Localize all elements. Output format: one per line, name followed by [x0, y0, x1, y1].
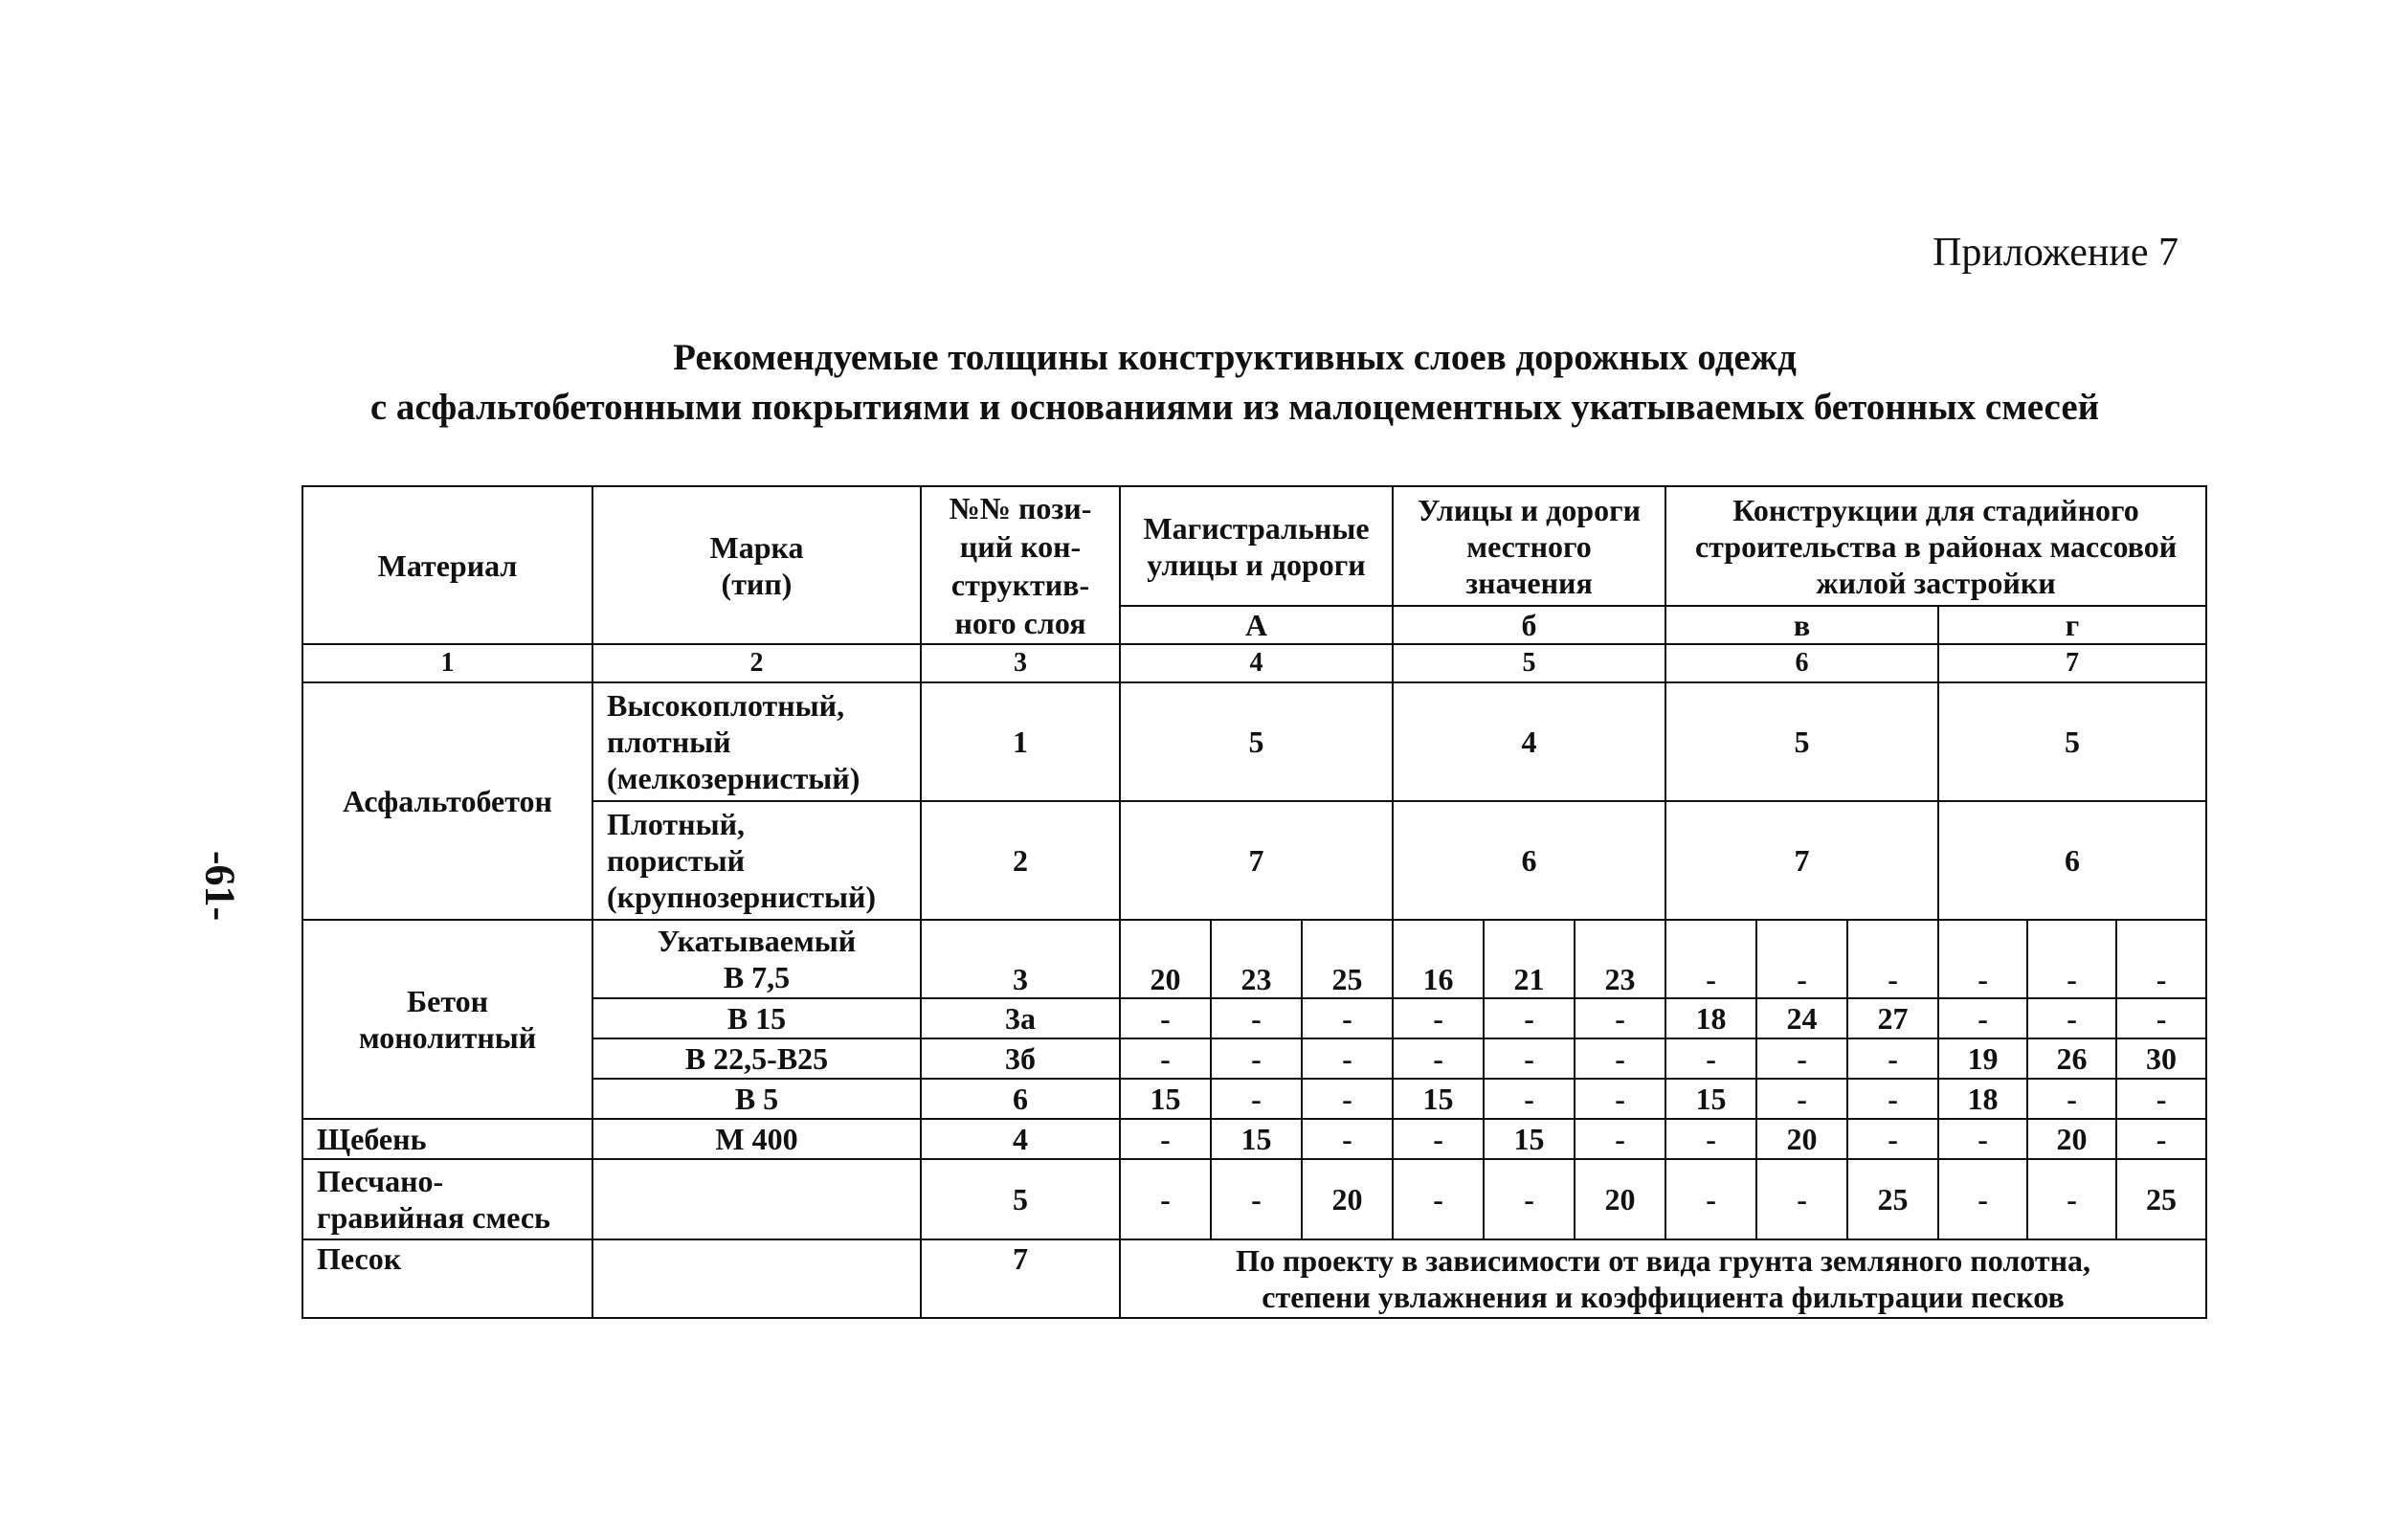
value-cell: 15 [1211, 1119, 1302, 1159]
value-cell: - [2116, 1079, 2206, 1119]
value-cell: 20 [1575, 1159, 1665, 1239]
value-cell: - [2027, 998, 2116, 1038]
position-cell: 5 [921, 1159, 1120, 1239]
grade-cell [592, 682, 921, 801]
header-group-a-line1: Магистральные [1143, 510, 1370, 546]
value-cell: - [1756, 1038, 1847, 1079]
position-cell: 2 [921, 801, 1120, 920]
column-number: 6 [1665, 644, 1938, 682]
header-grade [592, 486, 921, 644]
value-cell: 4 [1393, 682, 1665, 801]
header-group-c-line2: строительства в районах массовой [1694, 528, 2178, 564]
header-group-b-line1: Улицы и дороги [1417, 492, 1642, 527]
value-cell: - [1484, 1038, 1575, 1079]
value-cell: - [1393, 1159, 1484, 1239]
value-cell: 5 [1665, 682, 1938, 801]
value-cell: 26 [2027, 1038, 2116, 1079]
header-sub-a: А [1120, 606, 1393, 644]
value-cell: - [2116, 920, 2206, 998]
value-cell: - [1938, 920, 2027, 998]
value-cell: - [1575, 1079, 1665, 1119]
value-cell: - [1847, 1079, 1938, 1119]
value-cell: - [1938, 998, 2027, 1038]
value-cell: - [1756, 1159, 1847, 1239]
value-cell: - [1484, 1159, 1575, 1239]
value-cell: 25 [1302, 920, 1393, 998]
value-cell: - [1847, 920, 1938, 998]
material-gravel: Щебень [302, 1119, 592, 1159]
note-line: По проекту в зависимости от вида грунта земляного полотна, [1236, 1243, 2090, 1278]
header-material: Материал [302, 486, 592, 644]
grade-cell: М 400 [592, 1119, 921, 1159]
table-row [302, 682, 2206, 801]
material-line: Песчано- [317, 1164, 444, 1198]
value-cell: 5 [1120, 682, 1393, 801]
title-line-1: Рекомендуемые толщины конструктивных слоев дорожных одежд [673, 337, 1797, 378]
note-line: степени увлажнения и коэффициента фильтрации песков [1262, 1280, 2065, 1314]
value-cell: - [1847, 1119, 1938, 1159]
position-cell: 3а [921, 998, 1120, 1038]
value-cell: 19 [1938, 1038, 2027, 1079]
value-cell: - [1120, 998, 1211, 1038]
value-cell: - [1484, 1079, 1575, 1119]
value-cell: 20 [2027, 1119, 2116, 1159]
value-cell: 15 [1120, 1079, 1211, 1119]
table-row [302, 920, 2206, 998]
value-cell: - [1938, 1119, 2027, 1159]
value-cell: - [1665, 1159, 1756, 1239]
material-line: гравийная смесь [317, 1200, 550, 1235]
document-title [287, 333, 2182, 433]
value-cell: 23 [1211, 920, 1302, 998]
value-cell: - [1393, 1119, 1484, 1159]
header-group-c-line1: Конструкции для стадийного [1732, 492, 2139, 527]
header-group-a [1120, 486, 1393, 606]
table-row [302, 1239, 2206, 1318]
value-cell: - [1302, 1119, 1393, 1159]
column-numbers-row [302, 644, 2206, 682]
value-cell: 18 [1938, 1079, 2027, 1119]
value-cell: - [1665, 1038, 1756, 1079]
grade-line: (крупнозернистый) [607, 880, 877, 914]
header-row [302, 486, 2206, 606]
header-position-line2: ций кон- [959, 528, 1082, 564]
value-cell: - [2027, 1159, 2116, 1239]
header-position-line4: ного слоя [954, 605, 1086, 640]
value-cell: - [1756, 920, 1847, 998]
header-group-b-line3: значения [1465, 565, 1593, 600]
material-sand: Песок [302, 1239, 592, 1318]
value-cell: 5 [1938, 682, 2206, 801]
value-cell: - [2027, 920, 2116, 998]
grade-line: плотный [607, 725, 731, 759]
position-cell: 7 [921, 1239, 1120, 1318]
grade-line: Укатываемый [657, 924, 857, 958]
header-grade-line2: (тип) [721, 566, 793, 601]
value-cell: - [1756, 1079, 1847, 1119]
grade-line: (мелкозернистый) [607, 761, 860, 795]
grade-cell [592, 801, 921, 920]
header-position-line1: №№ пози- [949, 490, 1092, 525]
position-cell: 3б [921, 1038, 1120, 1079]
sand-note [1120, 1239, 2206, 1318]
header-group-b-line2: местного [1466, 528, 1592, 564]
value-cell: 7 [1665, 801, 1938, 920]
value-cell: - [2027, 1079, 2116, 1119]
value-cell: - [1847, 1038, 1938, 1079]
grade-cell [592, 920, 921, 998]
material-concrete [302, 920, 592, 1119]
value-cell: - [1484, 998, 1575, 1038]
value-cell: - [1211, 1159, 1302, 1239]
grade-cell [592, 1239, 921, 1318]
value-cell: 15 [1484, 1119, 1575, 1159]
value-cell: 30 [2116, 1038, 2206, 1079]
value-cell: 21 [1484, 920, 1575, 998]
table-row [302, 1119, 2206, 1159]
title-line-2: с асфальтобетонными покрытиями и основаниями из малоцементных укатываемых бетонных смесей [369, 387, 2100, 428]
appendix-label: Приложение 7 [1933, 231, 2179, 275]
layer-thickness-table [302, 485, 2207, 1319]
value-cell: - [1302, 1079, 1393, 1119]
grade-cell: В 15 [592, 998, 921, 1038]
value-cell: - [1393, 998, 1484, 1038]
position-cell: 3 [921, 920, 1120, 998]
value-cell: 6 [1393, 801, 1665, 920]
grade-cell [592, 1159, 921, 1239]
value-cell: - [1575, 1119, 1665, 1159]
header-group-c [1665, 486, 2206, 606]
value-cell: - [1393, 1038, 1484, 1079]
header-grade-line1: Марка [709, 529, 804, 565]
grade-line: В 7,5 [723, 960, 791, 994]
column-number: 5 [1393, 644, 1665, 682]
material-asphalt: Асфальтобетон [302, 682, 592, 920]
value-cell: - [2116, 1119, 2206, 1159]
table-row [302, 1159, 2206, 1239]
value-cell: 20 [1120, 920, 1211, 998]
value-cell: 15 [1393, 1079, 1484, 1119]
value-cell: - [1120, 1119, 1211, 1159]
header-sub-v: в [1665, 606, 1938, 644]
value-cell: - [1302, 1038, 1393, 1079]
value-cell: 20 [1302, 1159, 1393, 1239]
value-cell: 15 [1665, 1079, 1756, 1119]
column-number: 1 [302, 644, 592, 682]
value-cell: 6 [1938, 801, 2206, 920]
column-number: 7 [1938, 644, 2206, 682]
header-group-a-line2: улицы и дороги [1147, 547, 1366, 582]
grade-line: Высокоплотный, [607, 688, 845, 723]
grade-line: пористый [607, 843, 746, 878]
value-cell: 24 [1756, 998, 1847, 1038]
material-line: Бетон [406, 984, 489, 1018]
value-cell: - [1211, 998, 1302, 1038]
material-line: монолитный [358, 1020, 537, 1055]
header-sub-b: б [1393, 606, 1665, 644]
value-cell: 18 [1665, 998, 1756, 1038]
value-cell: - [1211, 1038, 1302, 1079]
value-cell: - [1575, 1038, 1665, 1079]
grade-cell: В 5 [592, 1079, 921, 1119]
position-cell: 1 [921, 682, 1120, 801]
material-sand-gravel [302, 1159, 592, 1239]
value-cell: 16 [1393, 920, 1484, 998]
value-cell: - [1120, 1159, 1211, 1239]
value-cell: 7 [1120, 801, 1393, 920]
header-position [921, 486, 1120, 644]
grade-cell: В 22,5-В25 [592, 1038, 921, 1079]
column-number: 4 [1120, 644, 1393, 682]
header-sub-g: г [1938, 606, 2206, 644]
value-cell: - [2116, 998, 2206, 1038]
value-cell: 27 [1847, 998, 1938, 1038]
value-cell: - [1665, 1119, 1756, 1159]
header-group-b [1393, 486, 1665, 606]
value-cell: 23 [1575, 920, 1665, 998]
header-position-line3: структив- [950, 567, 1090, 602]
column-number: 3 [921, 644, 1120, 682]
value-cell: - [1120, 1038, 1211, 1079]
column-number: 2 [592, 644, 921, 682]
value-cell: 25 [1847, 1159, 1938, 1239]
position-cell: 6 [921, 1079, 1120, 1119]
value-cell: - [1938, 1159, 2027, 1239]
position-cell: 4 [921, 1119, 1120, 1159]
value-cell: - [1665, 920, 1756, 998]
grade-line: Плотный, [607, 807, 745, 841]
page-number: -61- [196, 850, 244, 922]
header-group-c-line3: жилой застройки [1816, 565, 2056, 600]
value-cell: 25 [2116, 1159, 2206, 1239]
value-cell: - [1302, 998, 1393, 1038]
value-cell: 20 [1756, 1119, 1847, 1159]
value-cell: - [1575, 998, 1665, 1038]
value-cell: - [1211, 1079, 1302, 1119]
